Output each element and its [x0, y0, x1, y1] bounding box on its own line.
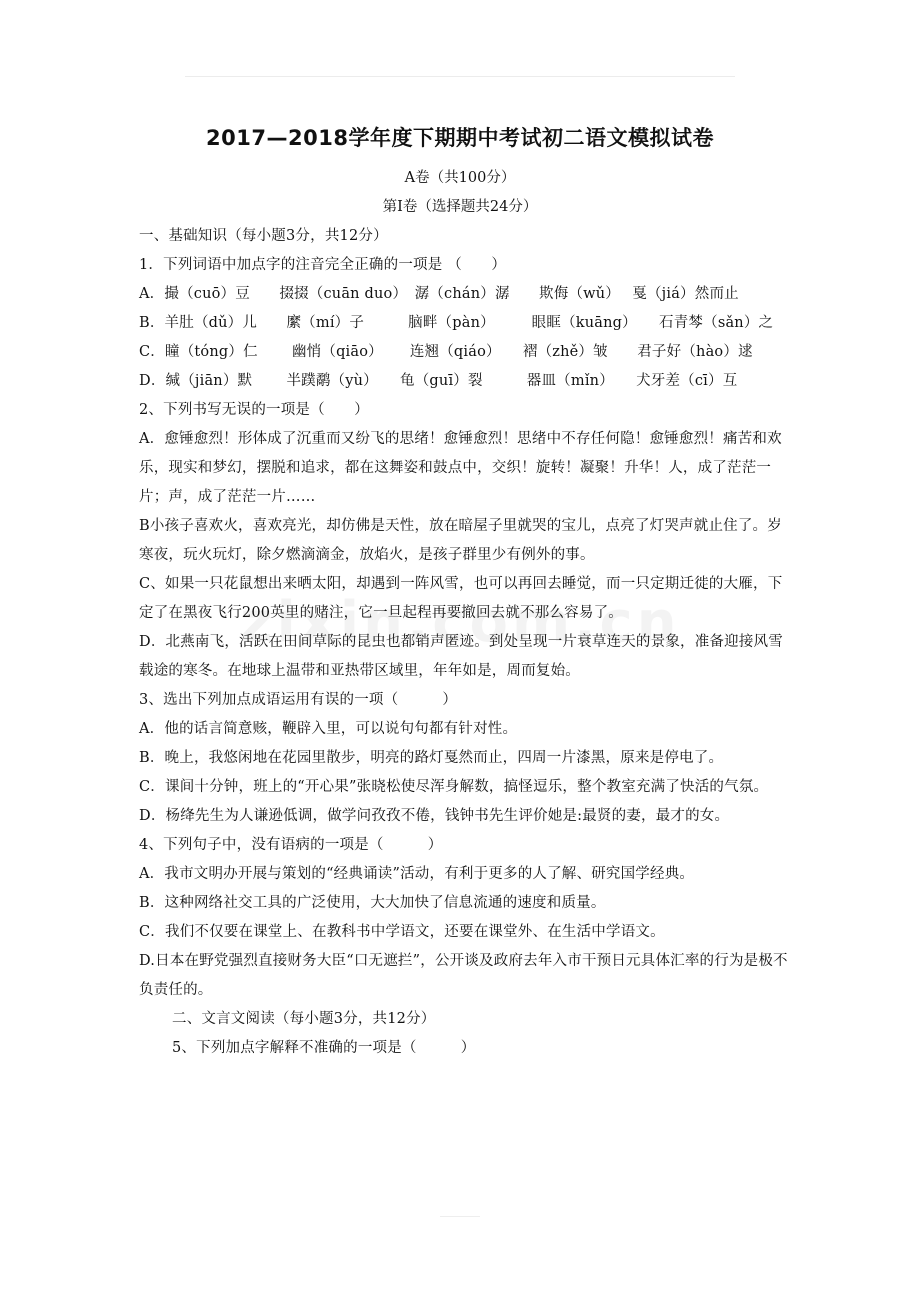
text-line: C．课间十分钟，班上的“开心果”张晓松使尽浑身解数，搞怪逗乐，整个教室充满了快活的气氛。: [139, 779, 769, 795]
text-line: 3、选出下列加点成语运用有误的一项（ ）: [139, 692, 458, 708]
section-subtitle-b: 第Ⅰ卷（选择题共24分）: [382, 199, 538, 215]
text-line: D.日本在野党强烈直接财务大臣“口无遮拦”，公开谈及政府去年入市干预日元具体汇率的行为是极不负责任的。: [139, 953, 788, 998]
text-line: C．瞳（tóng）仁 幽悄（qiāo） 连翘（qiáo） 褶（zhě）皱 君子好（hào）逑: [139, 344, 753, 360]
text-line: A．他的话言简意赅，鞭辟入里，可以说句句都有针对性。: [139, 721, 518, 737]
text-line: B．羊肚（dǔ）儿 縻（mí）子 脑畔（pàn） 眼眶（kuāng） 石青棽（sǎn）之: [139, 315, 774, 331]
page-title: 2017—2018学年度下期期中考试初二语文模拟试卷: [206, 126, 714, 150]
text-line: 5、下列加点字解释不准确的一项是（ ）: [172, 1040, 476, 1056]
header-rule: [185, 76, 735, 77]
text-line: A．愈锤愈烈！形体成了沉重而又纷飞的思绪！愈锤愈烈！思绪中不存任何隐！愈锤愈烈！痛苦和欢乐，现实和梦幻，摆脱和追求，都在这舞姿和鼓点中，交织！旋转！凝聚！升华！人，成了茫茫一片；声，成了茫茫一片……: [139, 431, 782, 505]
text-line: A．我市文明办开展与策划的“经典诵读”活动，有利于更多的人了解、研究国学经典。: [139, 866, 695, 882]
text-line: 1．下列词语中加点字的注音完全正确的一项是 （ ）: [139, 257, 507, 273]
question-body: [139, 222, 789, 1063]
text-line: D．北燕南飞，活跃在田间草际的昆虫也都销声匿迹。到处呈现一片衰草连天的景象，准备迎接风雪载途的寒冬。在地球上温带和亚热带区域里，年年如是，周而复始。: [139, 634, 783, 679]
text-line: D．缄（jiān）默 半蹼鹬（yù） 龟（guī）裂 器皿（mǐn） 犬牙差（cī）互: [139, 373, 738, 389]
text-line: B．晚上，我悠闲地在花园里散步，明亮的路灯戛然而止，四周一片漆黑，原来是停电了。: [139, 750, 724, 766]
text-line: C．我们不仅要在课堂上、在教科书中学语文，还要在课堂外、在生活中学语文。: [139, 924, 665, 940]
text-line: D．杨绛先生为人谦逊低调，做学问孜孜不倦，钱钟书先生评价她是:最贤的妻，最才的女。: [139, 808, 730, 824]
text-line: C、如果一只花鼠想出来晒太阳，却遇到一阵风雪，也可以再回去睡觉，而一只定期迁徙的大雁，下定了在黑夜飞行200英里的赌注，它一旦起程再要撤回去就不那么容易了。: [139, 576, 783, 621]
text-line: 2、下列书写无误的一项是（ ）: [139, 402, 369, 418]
text-line: A．撮（cuō）豆 掇掇（cuān duo） 潺（chán）潺 欺侮（wǔ） 戛（jiá）然而止: [139, 286, 739, 302]
section-subtitle-a: A卷（共100分）: [404, 170, 516, 186]
footer-rule: [440, 1216, 480, 1217]
text-line: 一、基础知识（每小题3分，共12分）: [139, 228, 388, 244]
text-line: 4、下列句子中，没有语病的一项是（ ）: [139, 837, 443, 853]
text-line: B小孩子喜欢火，喜欢亮光，却仿佛是天性，放在暗屋子里就哭的宝儿，点亮了灯哭声就止住了。岁寒夜，玩火玩灯，除夕燃滴滴金，放焰火，是孩子群里少有例外的事。: [139, 518, 782, 563]
text-line: B．这种网络社交工具的广泛使用，大大加快了信息流通的速度和质量。: [139, 895, 606, 911]
text-line: 二、文言文阅读（每小题3分，共12分）: [172, 1011, 436, 1027]
